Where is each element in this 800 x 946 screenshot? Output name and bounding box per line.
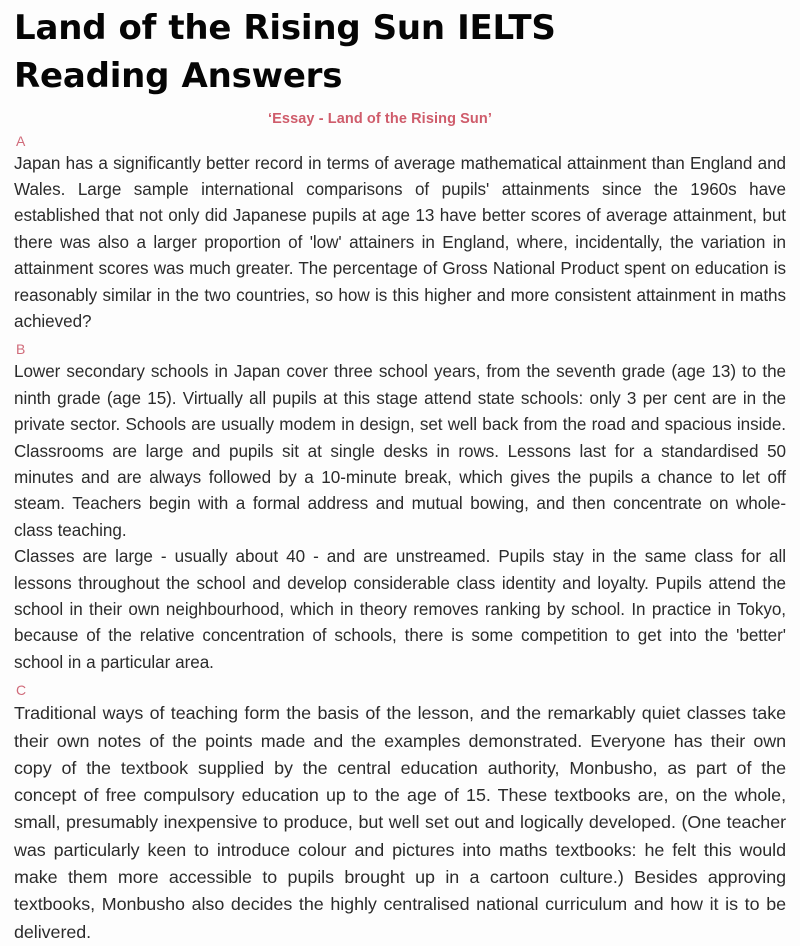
paragraph-b-1: Lower secondary schools in Japan cover three school years, from the seventh grade (age 13) to the ninth grade (age 15). Virtually all pupils at this stage attend state schools: only 3 per cent are in the private sector. Schools are usually modem in design, set well back from the road and spacious inside. Classrooms are large and pupils sit at single desks in rows. Lessons last for a standardised 50 minutes and are always followed by a 10-minute break, which gives the pupils a chance to let off steam. Teachers begin with a formal address and mutual bowing, and then concentrate on whole-class teaching. <box>14 362 786 540</box>
section-marker-c: C <box>16 682 27 699</box>
paragraph-c-1: Traditional ways of teaching form the basis of the lesson, and the remarkably quiet classes take their own notes of the points made and the examples demonstrated. Everyone has their own copy of the textbook supplied by the central education authority, Monbusho, as part of the concept of free compulsory education up to the age of 15. These textbooks are, on the whole, small, presumably inexpensive to produce, but well set out and logically developed. (One teacher was particularly keen to introduce colour and pictures into maths textbooks: he felt this would make them more accessible to pupils brought up in a cartoon culture.) Besides approving textbooks, Monbusho also decides the highly centralised national curriculum and how it is to be delivered. <box>14 703 786 942</box>
paragraph-a-1: Japan has a significantly better record in terms of average mathematical attainment than England and Wales. Large sample international comparisons of pupils' attainments since the 1960s have established that not only did Japanese pupils at age 13 have better scores of average attainment, but there was also a larger proportion of 'low' attainers in England, where, incidentally, the variation in attainment scores was much greater. The percentage of Gross National Product spent on education is reasonably similar in the two countries, so how is this higher and more consistent attainment in maths achieved? <box>14 153 786 331</box>
essay-subtitle: ‘Essay - Land of the Rising Sun’ <box>268 110 492 127</box>
section-marker-b: B <box>16 341 26 358</box>
section-marker-a: A <box>16 132 26 149</box>
paragraph-b-2: Classes are large - usually about 40 - and are unstreamed. Pupils stay in the same class for all lessons throughout the school and develop considerable class identity and loyalty. Pupils attend the school in their own neighbourhood, which in theory removes ranking by school. In practice in Tokyo, because of the relative concentration of schools, there is some competition to get into the 'better' school in a particular area. <box>14 547 786 672</box>
page-title: Land of the Rising Sun IELTS Reading Answers <box>14 8 556 97</box>
